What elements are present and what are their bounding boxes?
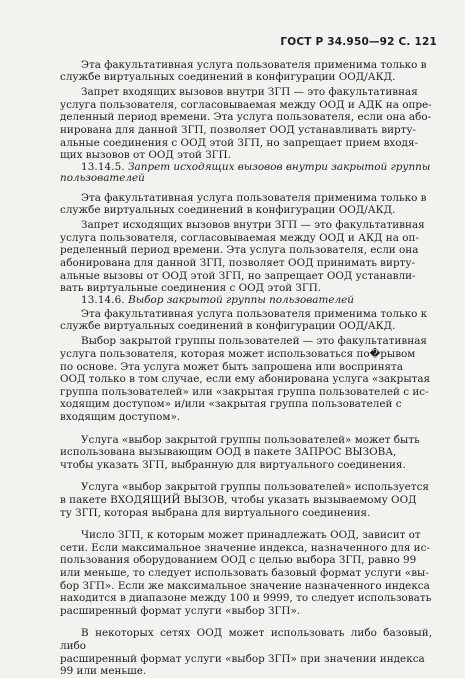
section-heading: [60, 295, 432, 307]
section-number: 13.14.5.: [81, 160, 125, 173]
text-line: Запрет исходящих вызовов внутри ЗГП — это факультативная: [81, 219, 425, 232]
page-header: ГОСТ Р 34.950—92 С. 121: [280, 36, 437, 48]
text-line: службе виртуальных соединений в конфигурации ООД/АКД.: [60, 203, 396, 216]
document-body: [60, 60, 432, 678]
section-title-line: пользователей: [60, 172, 145, 185]
text-line: услуга пользователя, которая может использоваться по�рывом: [60, 348, 416, 361]
text-line: ределенный период времени. Эта услуга пользователя, если она: [60, 244, 419, 257]
section-heading: [60, 162, 432, 185]
text-line: В некоторых сетях ООД может использовать либо базовый, либо: [60, 627, 432, 652]
paragraph: [60, 434, 432, 472]
text-line: нирована для данной ЗГП, позволяет ООД устанавливать вирту-: [60, 123, 417, 136]
text-line: Эта факультативная услуга пользователя применима только в: [81, 191, 427, 204]
text-line: Услуга «выбор закрытой группы пользователей» может быть: [81, 433, 420, 446]
text-line: чтобы указать ЗГП, выбранную для виртуального соединения.: [60, 458, 406, 471]
text-line: в пакете ВХОДЯЩИЙ ВЫЗОВ, чтобы указать вызываемому ООД: [60, 494, 417, 506]
text-line: Услуга «выбор закрытой группы пользователей» используется: [81, 481, 429, 494]
text-line: расширенный формат услуги «выбор ЗГП» при значении индекса: [60, 652, 425, 665]
text-line: абонирована для данной ЗГП, позволяет ООД принимать вирту-: [60, 256, 415, 269]
section-number: 13.14.6.: [81, 293, 125, 306]
text-line: вать виртуальные соединения с ООД этой ЗГП.: [60, 282, 322, 295]
text-line: услуга пользователя, согласовываемая между ООД и АДК на опре-: [60, 98, 432, 111]
text-line: расширенный формат услуги «выбор ЗГП».: [60, 604, 301, 617]
paragraph: [60, 309, 432, 332]
text-line: службе виртуальных соединений в конфигурации ООД/АКД.: [60, 70, 396, 83]
text-line: 99 или меньше.: [60, 665, 147, 678]
paragraph: [60, 219, 432, 295]
text-line: ходящим доступом» и/или «закрытая группа пользователей с: [60, 398, 402, 411]
text-line: Выбор закрытой группы пользователей — это факультативная: [81, 335, 427, 348]
text-line: входящим доступом».: [60, 411, 181, 424]
text-line: Запрет входящих вызовов внутри ЗГП — это факультативная: [81, 86, 418, 99]
text-line: сети. Если максимальное значение индекса, назначенного для ис-: [60, 541, 430, 554]
text-line: или меньше, то следует использовать базовый формат услуги «вы-: [60, 566, 429, 579]
section-title-line: Выбор закрытой группы пользователей: [128, 293, 354, 306]
text-line: группа пользователей» или «закрытая группа пользователей с ис-: [60, 385, 429, 398]
text-line: ООД только в том случае, если ему абонирована услуга «закрытая: [60, 373, 431, 386]
text-line: Эта факультативная услуга пользователя применима только к: [81, 308, 428, 321]
text-line: Число ЗГП, к которым может принадлежать ООД, зависит от: [81, 529, 421, 542]
paragraph: [60, 529, 432, 617]
paragraph: [60, 60, 432, 83]
section-title-line: Запрет исходящих вызовов внутри закрытой группы: [128, 160, 431, 173]
text-line: деленный период времени. Эта услуга пользователя, если она або-: [60, 111, 432, 124]
paragraph: [60, 193, 432, 216]
text-line: альные вызовы от ООД этой ЗГП, но запрещает ООД устанавли-: [60, 269, 416, 282]
paragraph: [60, 627, 432, 677]
text-line: пользования оборудованием ООД с целью выбора ЗГП, равно 99: [60, 554, 417, 567]
text-line: щих вызовов от ООД этой ЗГП.: [60, 149, 231, 162]
text-line: находится в диапазоне между 100 и 9999, то следует использовать: [60, 592, 432, 605]
paragraph: [60, 86, 432, 162]
paragraph: [60, 335, 432, 423]
text-line: по основе. Эта услуга может быть запрошена или воспринята: [60, 360, 403, 373]
paragraph: [60, 481, 432, 519]
text-line: ту ЗГП, которая выбрана для виртуального соединения.: [60, 506, 371, 519]
text-line: альные соединения с ООД этой ЗГП, но запрещает прием входя-: [60, 136, 419, 149]
text-line: бор ЗГП». Если же максимальное значение назначенного индекса: [60, 579, 430, 592]
text-line: услуга пользователя, согласовываемая между ООД и АКД на оп-: [60, 231, 419, 244]
text-line: использована вызывающим ООД в пакете ЗАПРОС ВЫЗОВА,: [60, 446, 397, 459]
text-line: Эта факультативная услуга пользователя применима только в: [81, 59, 427, 71]
text-line: службе виртуальных соединений в конфигурации ООД/АКД.: [60, 319, 396, 332]
